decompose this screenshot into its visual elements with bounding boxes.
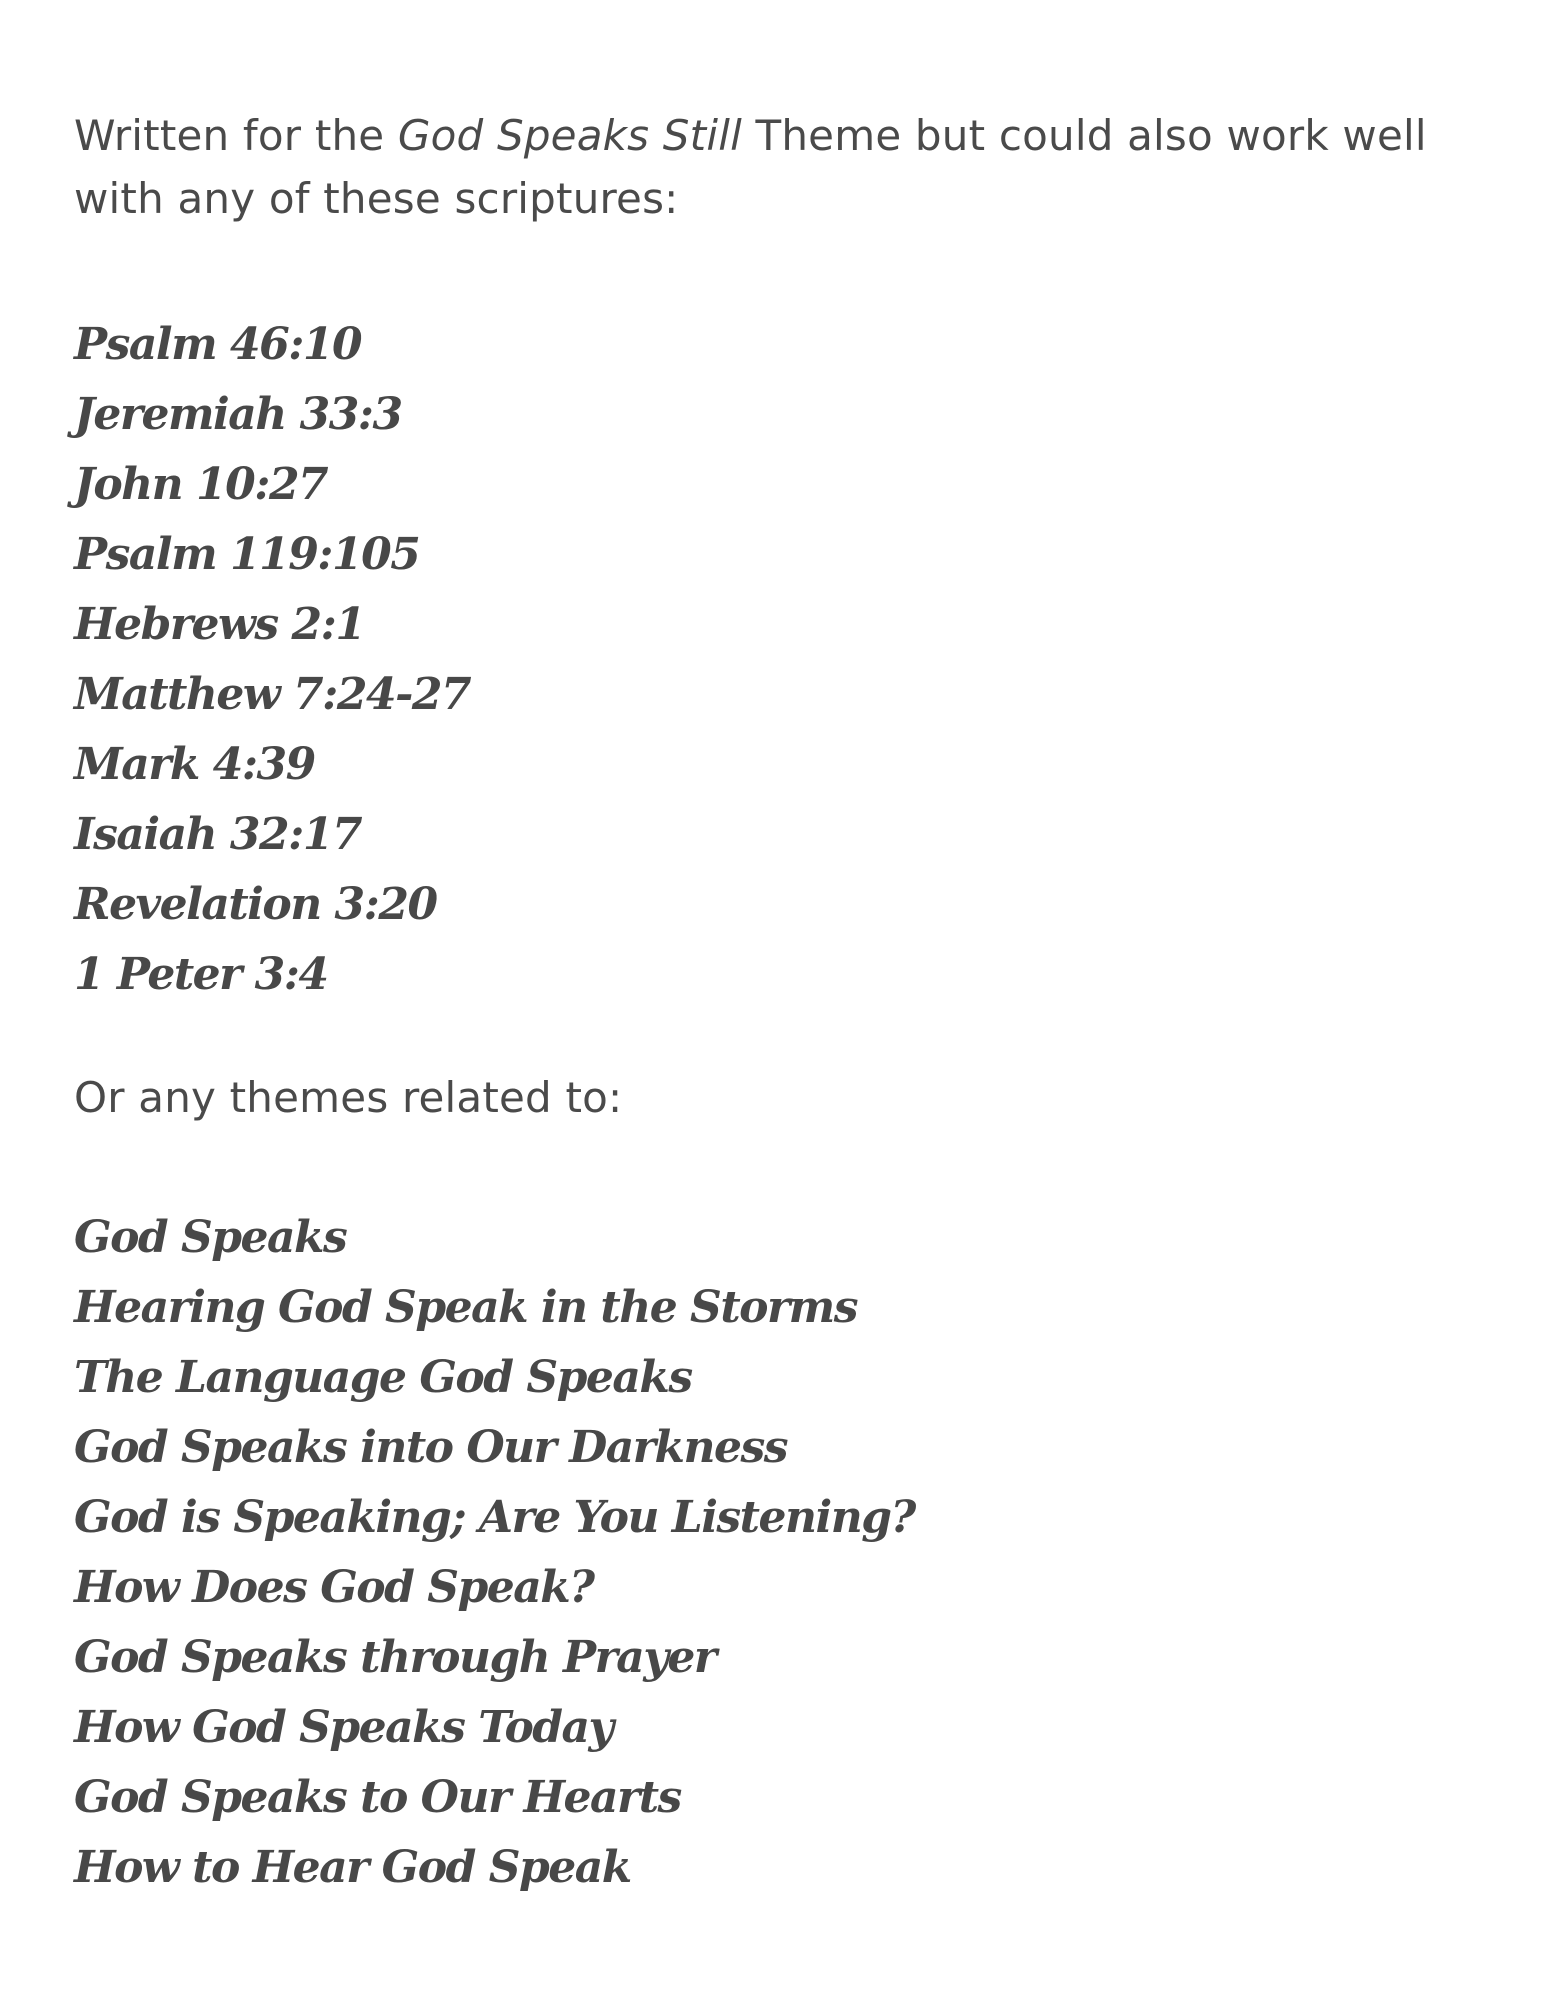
themes-list — [74, 1203, 1474, 1903]
scripture-item: John 10:27 — [74, 459, 328, 510]
theme-item: God Speaks to Our Hearts — [74, 1772, 681, 1823]
scripture-item: Hebrews 2:1 — [74, 599, 365, 650]
theme-item: How Does God Speak? — [74, 1562, 594, 1613]
theme-item: The Language God Speaks — [74, 1352, 692, 1403]
scripture-item: Matthew 7:24-27 — [74, 669, 471, 720]
scripture-item: Psalm 46:10 — [74, 319, 362, 370]
intro-paragraph — [74, 104, 1474, 230]
scripture-item: 1 Peter 3:4 — [74, 949, 328, 1000]
scripture-item: Isaiah 32:17 — [74, 809, 362, 860]
intro-prefix: Written for the — [74, 111, 398, 160]
theme-item: God Speaks — [74, 1212, 347, 1263]
intro-suffix: Theme but could also work well with any of these scriptures: — [74, 111, 1427, 223]
theme-item: How God Speaks Today — [74, 1702, 613, 1753]
theme-item: God Speaks through Prayer — [74, 1632, 716, 1683]
theme-item: God is Speaking; Are You Listening? — [74, 1492, 915, 1543]
document-page — [74, 104, 1474, 1903]
themes-heading: Or any themes related to: — [74, 1073, 623, 1122]
theme-item: Hearing God Speak in the Storms — [74, 1282, 858, 1333]
theme-item: God Speaks into Our Darkness — [74, 1422, 788, 1473]
scripture-item: Revelation 3:20 — [74, 879, 437, 930]
theme-item: How to Hear God Speak — [74, 1842, 631, 1893]
scripture-item: Psalm 119:105 — [74, 529, 420, 580]
scripture-list — [74, 310, 1474, 1010]
scripture-item: Mark 4:39 — [74, 739, 315, 790]
scripture-item: Jeremiah 33:3 — [74, 389, 402, 440]
intro-theme-name: God Speaks Still — [397, 111, 742, 160]
